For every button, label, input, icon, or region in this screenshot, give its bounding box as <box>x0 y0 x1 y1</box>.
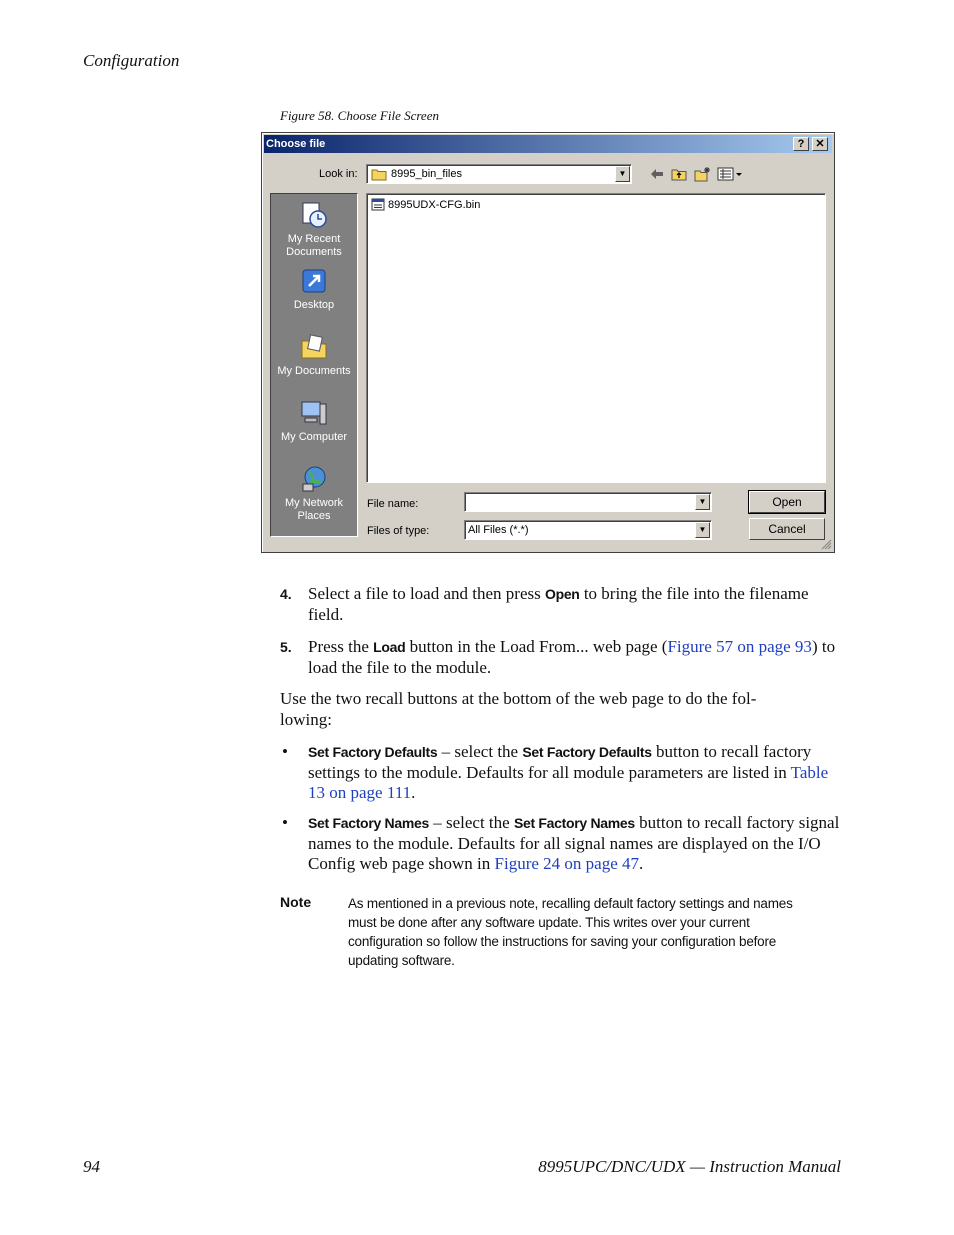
text-run: – select the <box>428 813 514 832</box>
network-places-icon <box>299 464 329 494</box>
desktop-icon <box>299 266 329 296</box>
ui-term: Open <box>544 586 580 602</box>
step-4-text <box>308 584 843 625</box>
place-label: Places <box>297 510 331 522</box>
place-my-computer[interactable] <box>271 398 357 444</box>
step-number: 4. <box>280 586 292 602</box>
text-run: Press the <box>308 637 374 656</box>
files-of-type-label: Files of type: <box>367 525 430 537</box>
help-button[interactable]: ? <box>793 137 809 151</box>
up-folder-icon[interactable] <box>670 166 688 182</box>
step-5-text <box>308 637 843 678</box>
note-label: Note <box>280 894 312 910</box>
text-line: Use the two recall buttons at the bottom of the web page to do the fol- <box>280 689 757 708</box>
bullet-set-factory-defaults <box>308 742 843 804</box>
place-my-recent-documents[interactable] <box>271 200 357 259</box>
bullet-set-factory-names <box>308 813 843 875</box>
ui-term: Set Factory Names <box>513 815 635 831</box>
back-arrow-icon[interactable] <box>648 166 666 182</box>
text-run: Select a file to load and then press <box>308 584 545 603</box>
place-label: My Documents <box>277 365 351 377</box>
place-label: My Recent <box>287 233 341 245</box>
recent-documents-icon <box>299 200 329 230</box>
file-name: 8995UDX-CFG.bin <box>388 198 481 211</box>
cross-reference-link[interactable]: Table 13 on page 111 <box>308 762 829 802</box>
documents-folder-icon <box>299 332 329 362</box>
text-run: button to recall factory signal names to the module. Defaults for all signal names are displayed on the I/O Config web page shown in <box>308 813 840 873</box>
look-in-value: 8995_bin_files <box>391 168 462 180</box>
running-header: Configuration <box>83 51 180 70</box>
cross-reference-link[interactable]: Figure 57 on page 93 <box>667 637 812 656</box>
file-name-input[interactable] <box>464 492 712 512</box>
text-run: to bring the file into the filename field. <box>308 584 809 624</box>
text-line: lowing: <box>280 709 332 729</box>
look-in-label: Look in: <box>319 168 358 180</box>
view-menu-icon[interactable] <box>717 166 743 182</box>
computer-icon <box>299 398 329 428</box>
ui-term: Set Factory Defaults <box>308 744 438 760</box>
choose-file-dialog <box>261 132 835 553</box>
chevron-down-icon[interactable]: ▼ <box>695 494 710 510</box>
place-my-documents[interactable] <box>271 332 357 378</box>
folder-icon <box>371 168 387 181</box>
files-of-type-value: All Files (*.*) <box>468 524 529 536</box>
bin-file-icon <box>371 198 385 211</box>
open-button[interactable]: Open <box>749 491 825 513</box>
place-my-network-places[interactable] <box>271 464 357 523</box>
text-run: . <box>411 783 416 802</box>
ui-term: Set Factory Defaults <box>522 744 652 760</box>
file-item[interactable] <box>371 198 480 211</box>
ui-term: Set Factory Names <box>308 815 429 831</box>
text-run: . <box>639 854 644 873</box>
cross-reference-link[interactable]: Figure 24 on page 47 <box>494 854 639 873</box>
resize-grip-icon[interactable] <box>820 538 832 550</box>
bullet-mark: • <box>282 742 288 761</box>
place-label: My Computer <box>280 431 348 443</box>
close-button[interactable]: ✕ <box>812 137 828 151</box>
places-bar <box>270 193 358 537</box>
text-run: ) to load the file to the module. <box>308 637 836 677</box>
place-label: My Network <box>284 497 344 509</box>
look-in-dropdown[interactable] <box>366 164 632 184</box>
files-of-type-dropdown[interactable] <box>464 520 712 540</box>
page-number: 94 <box>83 1157 100 1176</box>
file-list[interactable] <box>366 193 826 483</box>
text-run: – select the <box>437 742 523 761</box>
text-run: button in the Load From... web page ( <box>405 637 668 656</box>
ui-term: Load <box>373 639 406 655</box>
cancel-button[interactable]: Cancel <box>749 518 825 540</box>
new-folder-icon[interactable] <box>693 166 711 182</box>
bullet-mark: • <box>282 813 288 832</box>
figure-caption: Figure 58. Choose File Screen <box>280 108 439 123</box>
place-desktop[interactable] <box>271 266 357 312</box>
dialog-title-bar <box>264 135 832 153</box>
dialog-title: Choose file <box>266 138 326 150</box>
file-name-label: File name: <box>367 498 419 510</box>
place-label: Documents <box>286 246 342 258</box>
intro-paragraph <box>280 689 843 730</box>
place-label: Desktop <box>293 299 335 311</box>
note-text: As mentioned in a previous note, recalling default factory settings and names must be done after any software update. This writes over your current configuration so follow the instructions for saving your configuration before updating software. <box>348 896 793 968</box>
chevron-down-icon[interactable]: ▼ <box>615 166 630 182</box>
chevron-down-icon[interactable]: ▼ <box>695 522 710 538</box>
manual-title: 8995UPC/DNC/UDX — Instruction Manual <box>538 1157 841 1176</box>
text-run: button to recall factory settings to the module. Defaults for all module parameters are listed in <box>308 742 812 782</box>
step-number: 5. <box>280 639 292 655</box>
